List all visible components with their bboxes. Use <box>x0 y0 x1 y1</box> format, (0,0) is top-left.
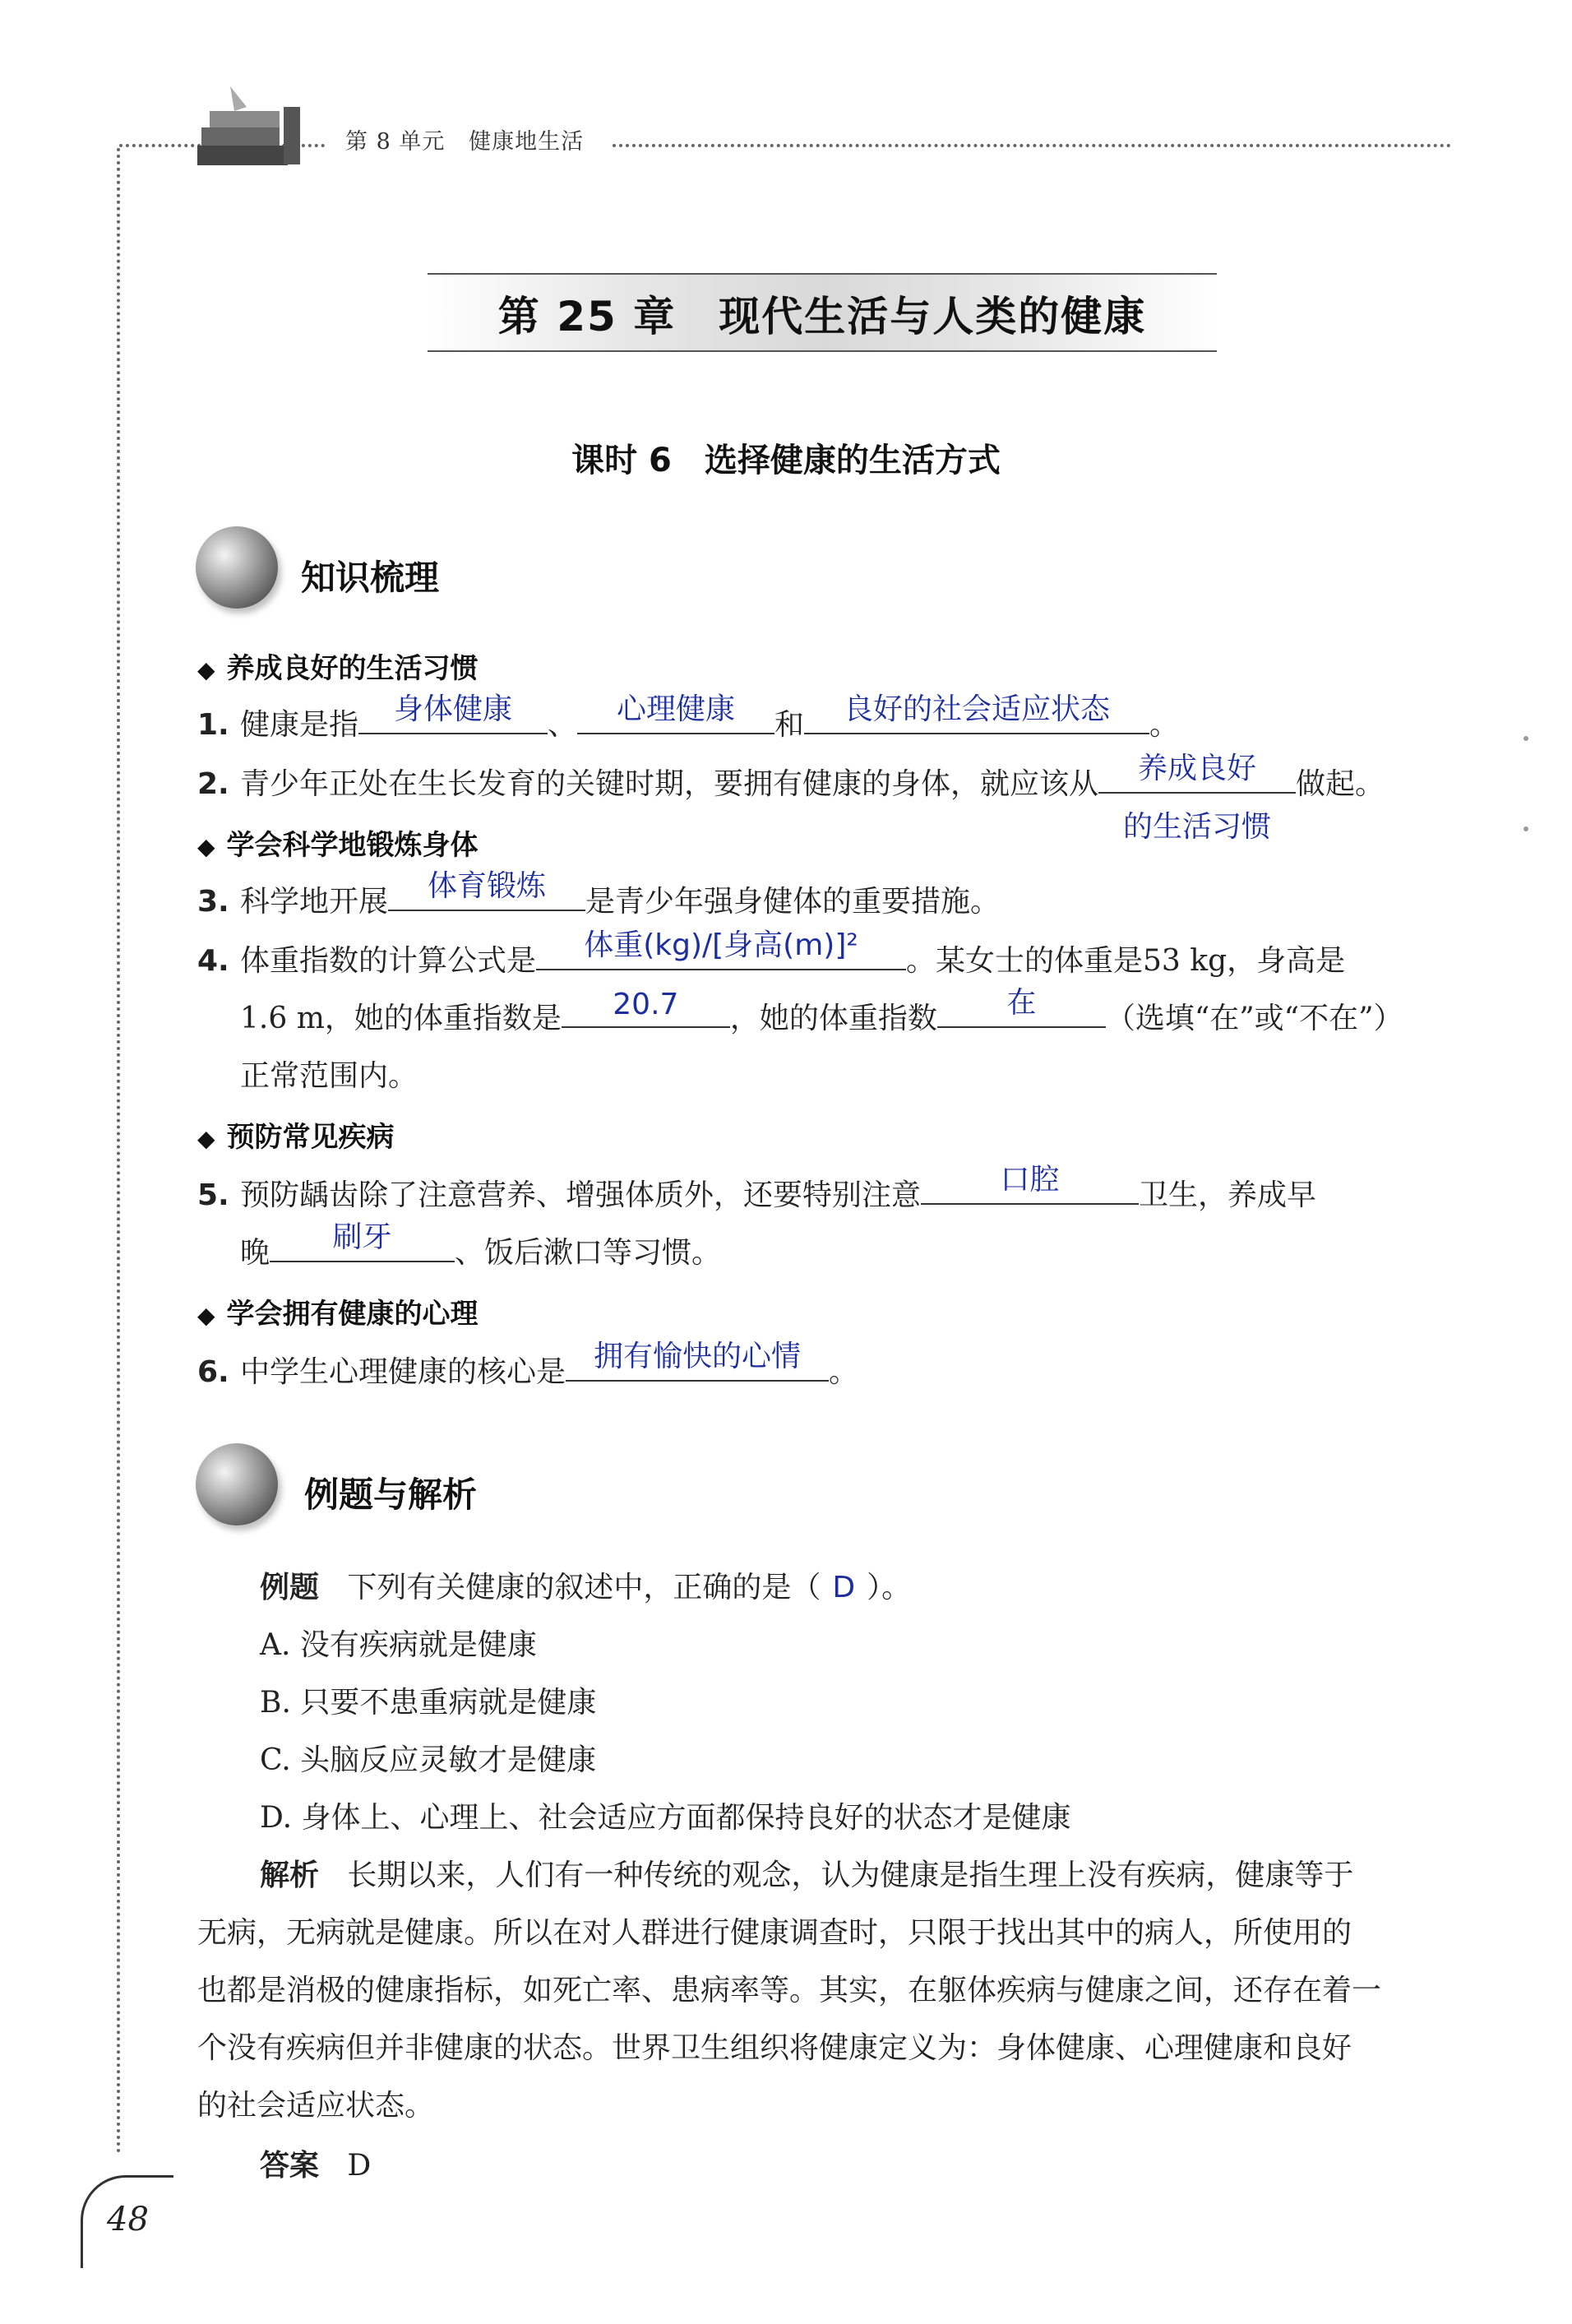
answer-blank: 20.7 <box>562 995 730 1028</box>
globe-icon <box>196 1443 278 1525</box>
answer-blank: 良好的社会适应状态 <box>804 701 1149 734</box>
chapter-title: 第 25 章 现代生活与人类的健康 <box>497 293 1147 340</box>
lesson-title: 课时 6 选择健康的生活方式 <box>571 442 1001 479</box>
bullet-heading: ◆ 预防常见疾病 <box>197 1121 395 1154</box>
answer-blank: 身体健康 <box>358 701 548 734</box>
bullet-heading: ◆ 学会科学地锻炼身体 <box>197 829 479 862</box>
analysis-line-3: 也都是消极的健康指标，如死亡率、患病率等。其实，在躯体疾病与健康之间，还存在着一 <box>197 1974 1382 2007</box>
analysis-line-5: 的社会适应状态。 <box>197 2089 435 2123</box>
question-4: 4. 体重指数的计算公式是 体重(kg)/[身高(m)]² 。某女士的体重是53 kg，身高是 <box>197 928 1346 978</box>
option-a: A. 没有疾病就是健康 <box>260 1628 537 1662</box>
option-c: C. 头脑反应灵敏才是健康 <box>260 1743 597 1777</box>
option-d: D. 身体上、心理上、社会适应方面都保持良好的状态才是健康 <box>260 1801 1071 1835</box>
section-title-knowledge: 知识梳理 <box>301 558 440 598</box>
question-4-line-2: 1.6 m，她的体重指数是 20.7 ，她的体重指数 在 （选填“在”或“不在”） <box>240 986 1403 1035</box>
example-answer: D <box>832 1571 856 1604</box>
running-header <box>345 123 584 155</box>
question-1: 1. 健康是指 身体健康 、 心理健康 和 良好的社会适应状态 。 <box>197 692 1180 742</box>
answer-blank: 心理健康 <box>577 701 774 734</box>
answer-blank: 在 <box>937 995 1106 1028</box>
bullet-heading: ◆ 养成良好的生活习惯 <box>197 652 479 685</box>
question-5: 5. 预防龋齿除了注意营养、增强体质外，还要特别注意 口腔 卫生，养成早 <box>197 1163 1317 1212</box>
header-dotted-line-right <box>613 144 1451 147</box>
header-unit-title: 健康地生活 <box>469 129 585 155</box>
analysis-line-2: 无病，无病就是健康。所以在对人群进行健康调查时，只限于找出其中的病人，所使用的 <box>197 1916 1352 1950</box>
answer-blank: 刷牙 <box>270 1229 455 1262</box>
globe-icon <box>196 526 278 609</box>
header-unit: 第 8 单元 <box>345 129 446 155</box>
answer-blank: 养成良好 的生活习惯 <box>1098 761 1296 794</box>
page-number: 48 <box>107 2201 149 2238</box>
margin-mark <box>1523 826 1528 831</box>
example-question: 例题 下列有关健康的叙述中，正确的是（ D ）。 <box>260 1571 912 1604</box>
margin-mark <box>1523 736 1528 741</box>
question-2: 2. 青少年正处在生长发育的关键时期，要拥有健康的身体，就应该从 养成良好 的生活习惯 做起。 <box>197 752 1385 845</box>
answer-blank: 口腔 <box>921 1172 1139 1205</box>
books-logo-icon <box>185 82 308 177</box>
answer-blank: 体重(kg)/[身高(m)]² <box>536 937 906 970</box>
answer-blank: 拥有愉快的心情 <box>566 1349 829 1382</box>
option-b: B. 只要不患重病就是健康 <box>260 1686 597 1720</box>
bullet-heading: ◆ 学会拥有健康的心理 <box>197 1298 479 1331</box>
analysis-line-1: 解析 长期以来，人们有一种传统的观念，认为健康是指生理上没有疾病，健康等于 <box>260 1859 1354 1892</box>
answer-line: 答案 D <box>260 2149 372 2183</box>
question-6: 6. 中学生心理健康的核心是 拥有愉快的心情 。 <box>197 1340 859 1389</box>
analysis-line-4: 个没有疾病但并非健康的状态。世界卫生组织将健康定义为：身体健康、心理健康和良好 <box>197 2031 1352 2065</box>
answer-blank: 体育锻炼 <box>388 878 585 911</box>
question-3: 3. 科学地开展 体育锻炼 是青少年强身健体的重要措施。 <box>197 869 1001 919</box>
section-title-examples: 例题与解析 <box>304 1474 478 1515</box>
question-4-line-3: 正常范围内。 <box>240 1059 418 1093</box>
question-5-line-2: 晚 刷牙 、饭后漱口等习惯。 <box>240 1220 722 1270</box>
